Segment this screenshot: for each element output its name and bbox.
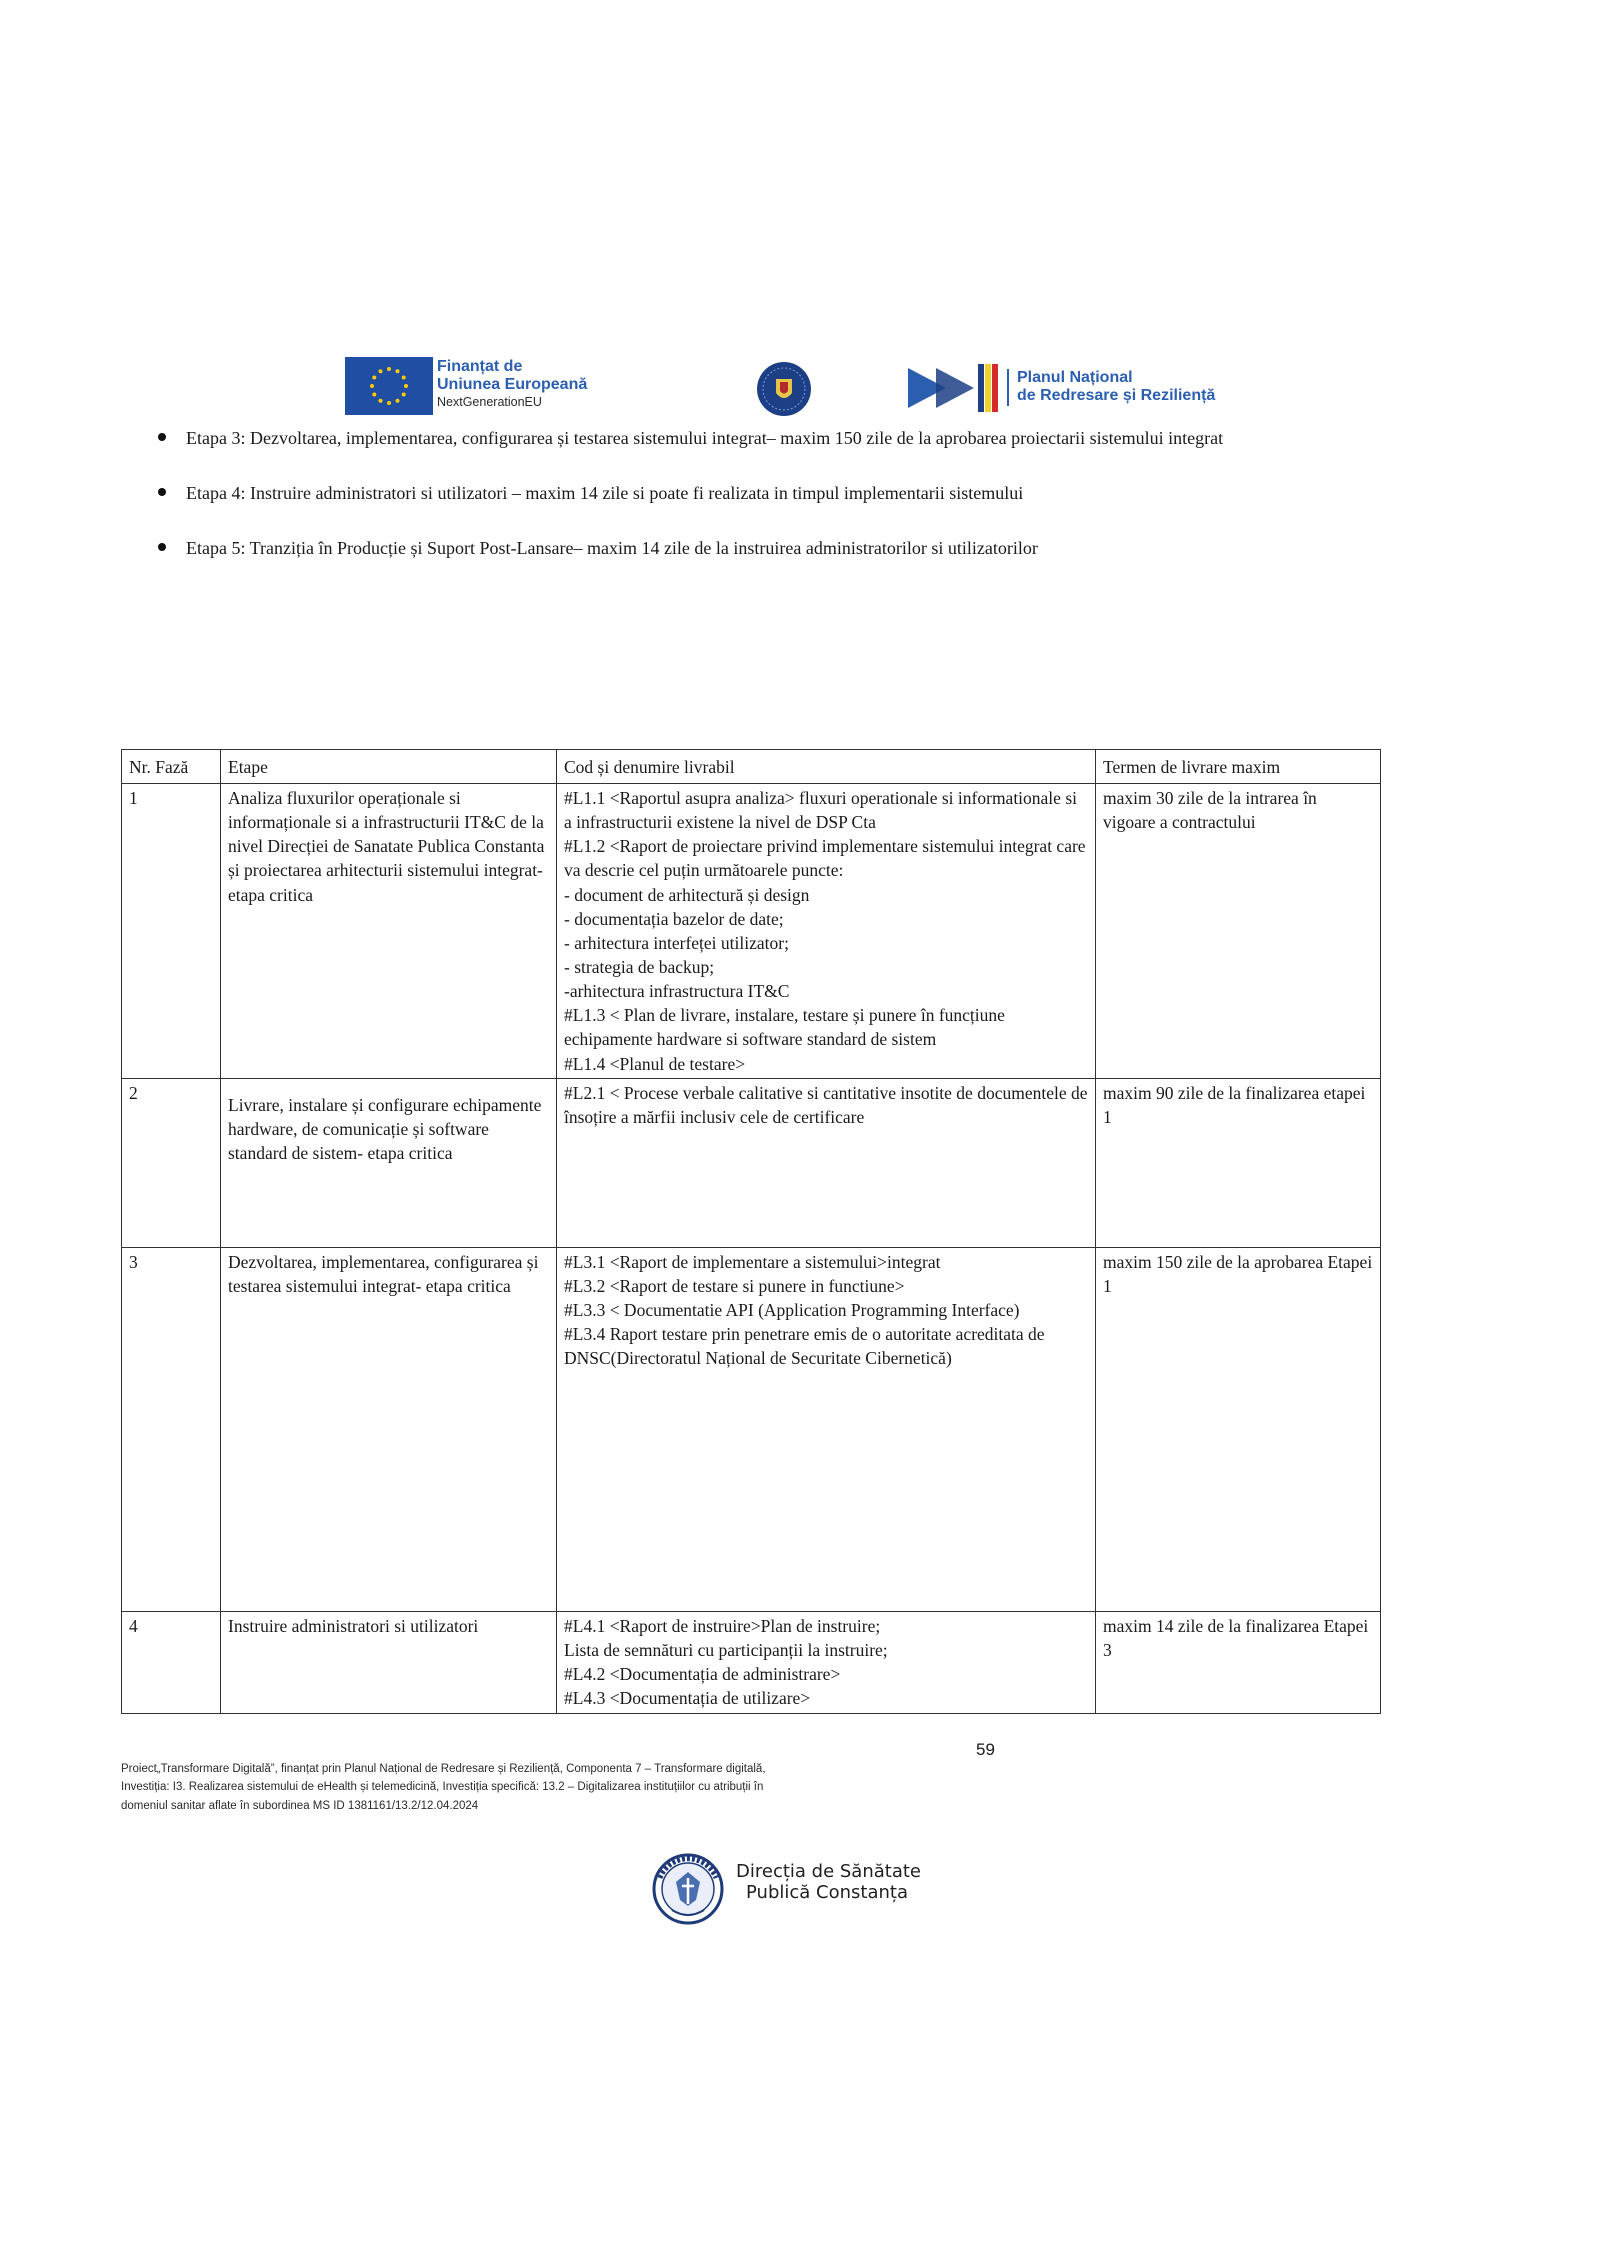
eu-funding-line3: NextGenerationEU [437, 394, 542, 409]
deliverables-cell [557, 784, 1096, 1079]
eu-star-icon [372, 393, 376, 397]
header-deliverable: Cod și denumire livrabil [557, 750, 1096, 784]
pnrr-line1: Planul Național [1017, 369, 1133, 386]
stage-bullet [158, 538, 1038, 559]
eu-star-icon [372, 376, 376, 380]
institution-name [736, 1862, 921, 1903]
eu-star-icon [402, 376, 406, 380]
stage-description: Dezvoltarea, implementarea, configurarea și testarea sistemului integrat- etapa critica [221, 1247, 557, 1611]
deliverables-cell [557, 1611, 1096, 1713]
header-deadline: Termen de livrare maxim [1096, 750, 1381, 784]
eu-star-icon [396, 369, 400, 373]
deliverable-item: #L4.1 <Raport de instruire>Plan de instruire; [564, 1615, 881, 1636]
project-line: Proiect„Transformare Digitală”, finanțat prin Planul Național de Redresare și Reziliență, Componenta 7 – Transformare digitală, [121, 1763, 766, 1775]
pnrr-label [1007, 369, 1215, 406]
deliverable-item: - documentația bazelor de date; [564, 908, 784, 929]
stage-text: Etapa 5: Tranziția în Producție și Suport Post-Lansare– maxim 14 zile de la instruirea administratorilor si utilizatorilor [186, 538, 1038, 558]
table-row [122, 1611, 1381, 1713]
eu-star-icon [387, 401, 391, 405]
deliverables-cell [557, 1078, 1096, 1247]
deadline: maxim 30 zile de la intrarea în vigoare a contractului [1096, 784, 1381, 1079]
dsp-constanta-seal-icon [642, 1852, 734, 1926]
phase-number: 4 [122, 1611, 221, 1713]
project-line: Investiția: I3. Realizarea sistemului de eHealth și telemedicină, Investiția specifică: 13.2 – Digitalizarea instituțiilor cu atribuții în [121, 1781, 764, 1794]
pnrr-arrows-icon [906, 362, 1000, 414]
stage-description: Analiza fluxurilor operaționale si informaționale si a infrastructurii IT&C de la nivel Direcției de Sanatate Publica Constanta și proiectarea arhitecturii sistemului integrat- etapa critica [221, 784, 557, 1079]
deliverable-item: #L1.2 <Raport de proiectare privind implementare sistemului integrat care va descrie cel puțin următoarele puncte: [564, 836, 1086, 881]
phase-number: 2 [122, 1078, 221, 1247]
deliverables-table [121, 749, 1381, 1714]
deliverable-item: - strategia de backup; [564, 956, 715, 977]
bullet-icon [158, 543, 166, 551]
eu-funding-line1: Finanțat de [437, 358, 523, 375]
deliverable-item: - document de arhitectură și design [564, 884, 810, 905]
deadline: maxim 150 zile de la aprobarea Etapei 1 [1096, 1247, 1381, 1611]
deliverable-item: #L2.1 < Procese verbale calitative si cantitative insotite de documentele de însoțire a mărfii inclusiv cele de certificare [564, 1082, 1088, 1127]
eu-star-icon [404, 384, 408, 388]
deliverable-item: #L4.3 <Documentația de utilizare> [564, 1688, 811, 1709]
eu-stars-icon [345, 357, 433, 415]
bullet-icon [158, 433, 166, 441]
deliverable-item: Lista de semnături cu participanții la instruire; [564, 1639, 888, 1660]
eu-flag-icon [345, 357, 433, 415]
institution-line1: Direcția de Sănătate [736, 1861, 921, 1882]
pnrr-line2: de Redresare și Reziliență [1017, 387, 1216, 405]
table-header-row [122, 750, 1381, 784]
project-footer-note [121, 1760, 981, 1815]
deliverable-item: #L1.4 <Planul de testare> [564, 1053, 746, 1074]
deadline: maxim 14 zile de la finalizarea Etapei 3 [1096, 1611, 1381, 1713]
eu-star-icon [396, 399, 400, 403]
phase-number: 1 [122, 784, 221, 1079]
stage-bullet [158, 428, 1223, 449]
header-stages: Etape [221, 750, 557, 784]
eu-star-icon [402, 393, 406, 397]
header-phase-number: Nr. Fază [122, 750, 221, 784]
bullet-icon [158, 488, 166, 496]
table-row [122, 1247, 1381, 1611]
eu-star-icon [379, 369, 383, 373]
stage-description: Instruire administratori si utilizatori [221, 1611, 557, 1713]
eu-star-icon [370, 384, 374, 388]
deadline: maxim 90 zile de la finalizarea etapei 1 [1096, 1078, 1381, 1247]
deliverables-cell [557, 1247, 1096, 1611]
eu-funding-line2: Uniunea Europeană [437, 376, 588, 394]
eu-star-icon [379, 399, 383, 403]
deliverable-item: #L4.2 <Documentația de administrare> [564, 1663, 841, 1684]
deliverable-item: #L3.1 <Raport de implementare a sistemului>integrat [564, 1251, 941, 1272]
romanian-government-emblem-icon [756, 361, 812, 417]
deliverable-item: - arhitectura interfeței utilizator; [564, 932, 789, 953]
project-line: domeniul sanitar aflate în subordinea MS ID 1381161/13.2/12.04.2024 [121, 1799, 479, 1812]
deliverable-item: -arhitectura infrastructura IT&C [564, 981, 790, 1002]
eu-funding-label [437, 358, 587, 409]
stage-description: Livrare, instalare și configurare echipamente hardware, de comunicație și software standard de sistem- etapa critica [221, 1078, 557, 1247]
stage-text: Etapa 4: Instruire administratori si utilizatori – maxim 14 zile si poate fi realizata in timpul implementarii sistemului [186, 483, 1024, 503]
table-row [122, 784, 1381, 1079]
deliverable-item: #L1.1 <Raportul asupra analiza> fluxuri operationale si informationale si a infrastructurii existene la nivel de DSP Cta [564, 788, 1077, 833]
stage-text: Etapa 3: Dezvoltarea, implementarea, configurarea și testarea sistemului integrat– maxim 150 zile de la aprobarea proiectarii sistemului integrat [186, 428, 1224, 448]
stage-bullet [158, 483, 1023, 504]
deliverable-item: #L3.3 < Documentatie API (Application Programming Interface) [564, 1299, 1020, 1320]
deliverable-item: #L3.4 Raport testare prin penetrare emis de o autoritate acreditata de DNSC(Directoratul Național de Securitate Cibernetică) [564, 1324, 1045, 1369]
eu-star-icon [387, 367, 391, 371]
deliverable-item: #L3.2 <Raport de testare si punere in functiune> [564, 1275, 905, 1296]
phase-number: 3 [122, 1247, 221, 1611]
deliverable-item: #L1.3 < Plan de livrare, instalare, testare și punere în funcțiune echipamente hardware si software standard de sistem [564, 1005, 1005, 1050]
table-row [122, 1078, 1381, 1247]
institution-line2: Publică Constanța [746, 1881, 908, 1903]
page-number: 59 [976, 1740, 995, 1759]
